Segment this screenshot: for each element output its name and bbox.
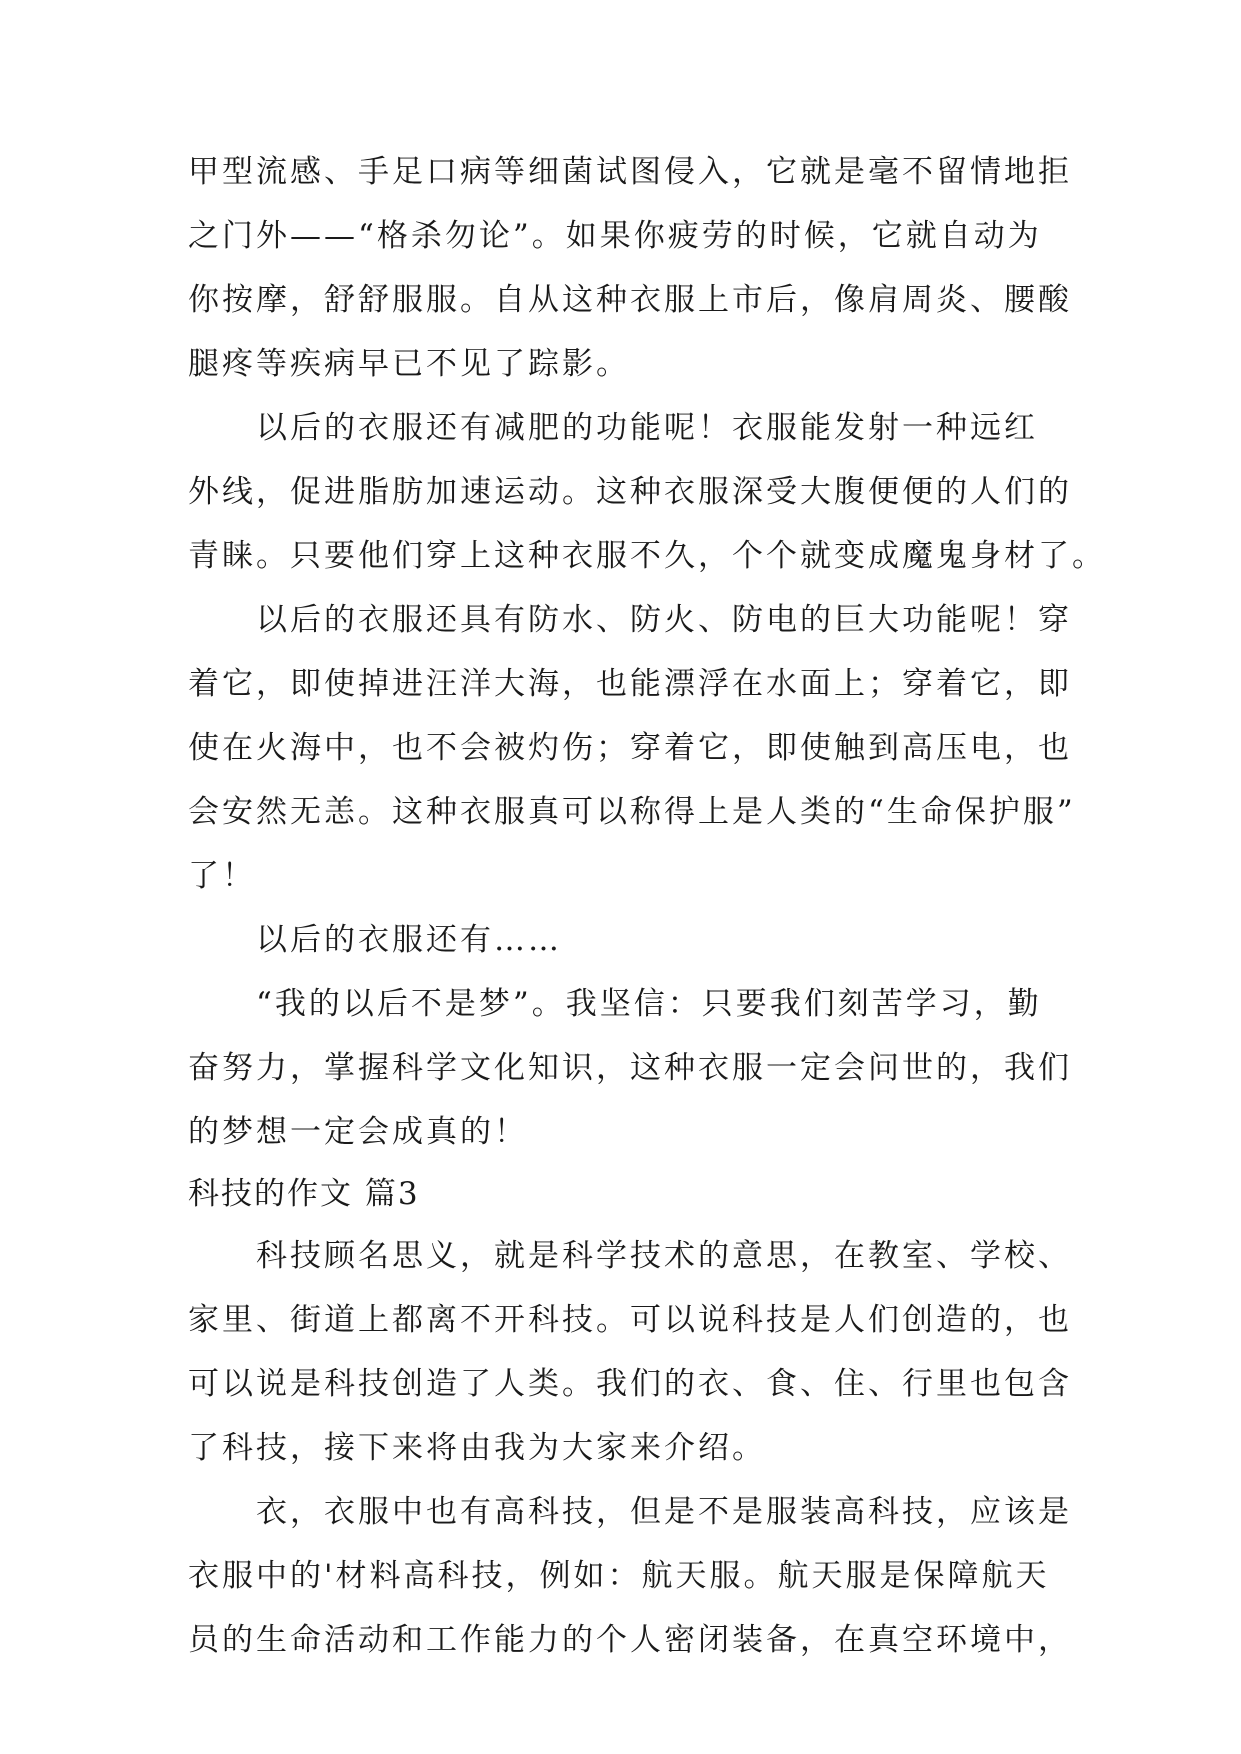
paragraph-line: 以后的衣服还具有防水、防火、防电的巨大功能呢！穿 bbox=[256, 602, 1072, 638]
paragraph-line: 以后的衣服还有减肥的功能呢！衣服能发射一种远红 bbox=[256, 410, 1038, 446]
paragraph-line: 会安然无恙。这种衣服真可以称得上是人类的“生命保护服” bbox=[188, 794, 1076, 830]
paragraph-line: 着它，即使掉进汪洋大海，也能漂浮在水面上；穿着它，即 bbox=[188, 666, 1072, 702]
paragraph-line: 外线，促进脂肪加速运动。这种衣服深受大腹便便的人们的 bbox=[188, 474, 1072, 510]
paragraph-line: 衣服中的'材料高科技，例如：航天服。航天服是保障航天 bbox=[188, 1558, 1050, 1594]
paragraph-line: 了！ bbox=[188, 858, 256, 894]
paragraph-line: 甲型流感、手足口病等细菌试图侵入，它就是毫不留情地拒 bbox=[188, 154, 1072, 190]
paragraph-line: 你按摩，舒舒服服。自从这种衣服上市后，像肩周炎、腰酸 bbox=[188, 282, 1072, 318]
paragraph-line: 腿疼等疾病早已不见了踪影。 bbox=[188, 346, 630, 382]
paragraph-line: 科技顾名思义，就是科学技术的意思，在教室、学校、 bbox=[256, 1238, 1072, 1274]
paragraph-line: 的梦想一定会成真的！ bbox=[188, 1114, 528, 1150]
paragraph-line: 可以说是科技创造了人类。我们的衣、食、住、行里也包含 bbox=[188, 1366, 1072, 1402]
section-heading: 科技的作文 篇3 bbox=[188, 1176, 420, 1212]
paragraph-line: 家里、街道上都离不开科技。可以说科技是人们创造的，也 bbox=[188, 1302, 1072, 1338]
paragraph-line: 使在火海中，也不会被灼伤；穿着它，即使触到高压电，也 bbox=[188, 730, 1072, 766]
paragraph-line: 员的生命活动和工作能力的个人密闭装备，在真空环境中， bbox=[188, 1622, 1072, 1658]
paragraph-line: 青睐。只要他们穿上这种衣服不久，个个就变成魔鬼身材了。 bbox=[188, 538, 1106, 574]
paragraph-line: 以后的衣服还有…… bbox=[256, 922, 562, 958]
paragraph-line: 之门外——“格杀勿论”。如果你疲劳的时候，它就自动为 bbox=[188, 218, 1042, 254]
paragraph-line: 奋努力，掌握科学文化知识，这种衣服一定会问世的，我们 bbox=[188, 1050, 1072, 1086]
paragraph-line: 了科技，接下来将由我为大家来介绍。 bbox=[188, 1430, 766, 1466]
paragraph-line: “我的以后不是梦”。我坚信：只要我们刻苦学习，勤 bbox=[256, 986, 1042, 1022]
paragraph-line: 衣，衣服中也有高科技，但是不是服装高科技，应该是 bbox=[256, 1494, 1072, 1530]
